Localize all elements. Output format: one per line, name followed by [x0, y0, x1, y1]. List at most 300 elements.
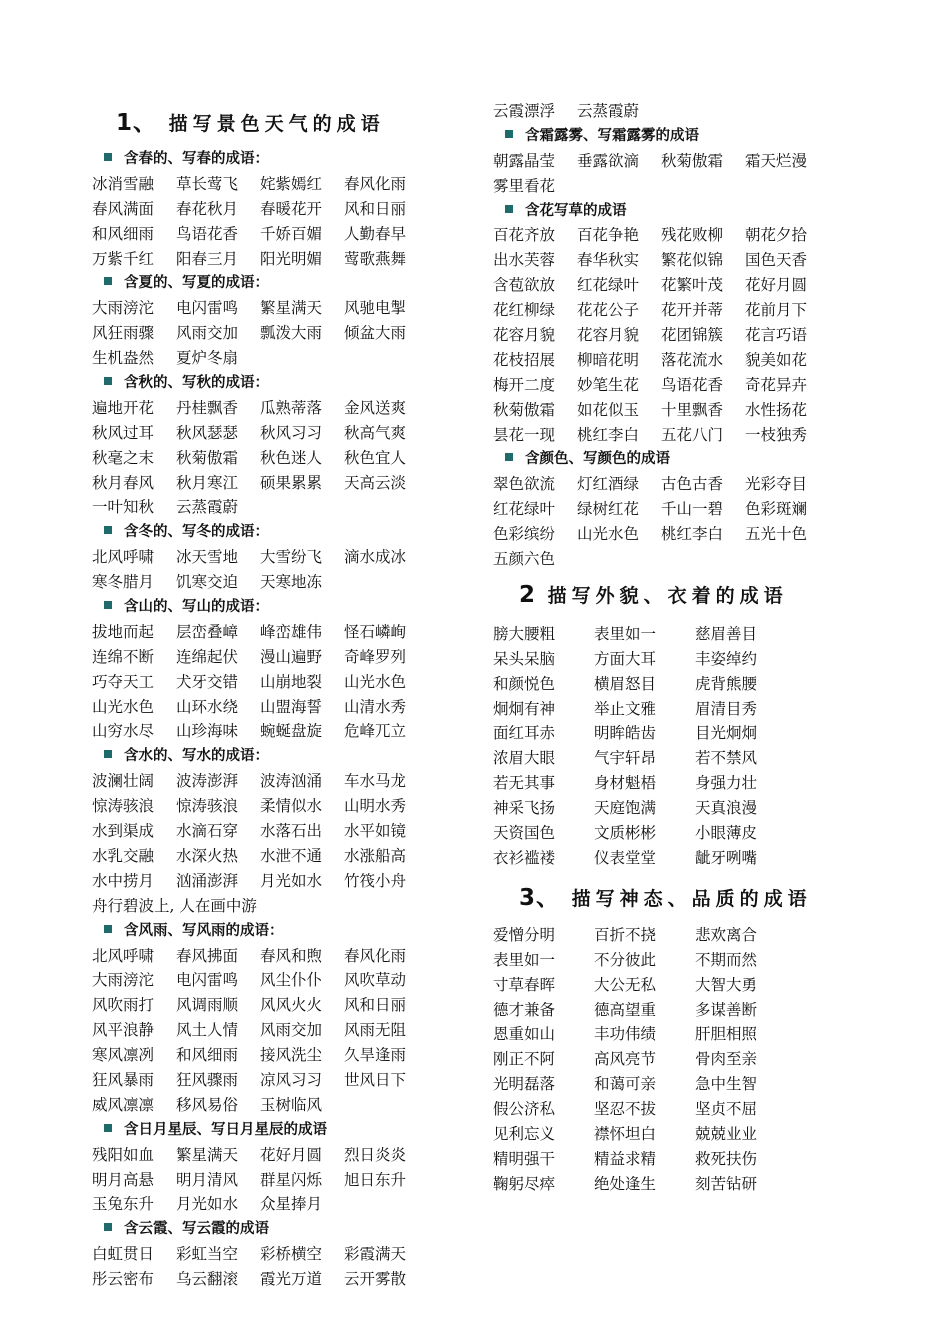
- idiom: 春风拂面: [176, 946, 239, 965]
- idiom: 遍地开花: [92, 398, 155, 417]
- idiom-row: [92, 1168, 432, 1193]
- idiom: 水深火热: [176, 846, 239, 865]
- idiom: 阳光明媚: [260, 249, 323, 268]
- section-3-title: 3、 描写神态、品质的成语: [519, 884, 812, 911]
- idiom-row: [92, 968, 432, 993]
- idiom: 灯红酒绿: [577, 475, 640, 494]
- idiom-row: [493, 472, 833, 497]
- section-2-title: 2 描写外貌、衣着的成语: [519, 581, 788, 608]
- idiom: 风狂雨骤: [92, 324, 155, 343]
- square-bullet-icon: [104, 925, 112, 933]
- idiom: 秋菊傲霜: [176, 448, 239, 467]
- idiom: 见利忘义: [493, 1124, 556, 1143]
- idiom: 柳暗花明: [577, 350, 640, 369]
- idiom-row: [92, 247, 432, 272]
- idiom-row: [92, 396, 432, 421]
- idiom: 红花绿叶: [493, 500, 556, 519]
- idiom: 旭日东升: [344, 1170, 407, 1189]
- idiom: 残阳如血: [92, 1145, 155, 1164]
- idiom: 风风火火: [260, 996, 323, 1015]
- idiom: 接风洗尘: [260, 1046, 323, 1065]
- idiom: 彩桥横空: [260, 1245, 323, 1264]
- subsection-heading: 含秋的、写秋的成语：: [92, 371, 432, 396]
- idiom: 膀大腰粗: [493, 624, 556, 643]
- idiom-row: [92, 1093, 432, 1118]
- idiom: 大雪纷飞: [260, 548, 323, 567]
- idiom: 繁花似锦: [661, 251, 724, 270]
- idiom: 表里如一: [493, 950, 556, 969]
- idiom: 饥寒交迫: [176, 573, 239, 592]
- idiom: 桃红李白: [577, 425, 640, 444]
- idiom: 横眉怒目: [594, 674, 657, 693]
- idiom-row: [92, 296, 432, 321]
- idiom: 朝露晶莹: [493, 151, 556, 170]
- idiom-row: [493, 99, 833, 124]
- idiom: 山光水色: [344, 672, 407, 691]
- idiom: 水泄不通: [260, 846, 323, 865]
- idiom-row: [92, 545, 432, 570]
- idiom: 春风化雨: [344, 174, 407, 193]
- idiom-row: [493, 1097, 833, 1122]
- idiom-row: [493, 423, 833, 448]
- idiom: 柔情似水: [260, 797, 323, 816]
- subsection-heading: 含霜露雾、写霜露雾的成语: [493, 124, 833, 149]
- idiom: 古色古香: [661, 475, 724, 494]
- idiom: 云蒸霞蔚: [176, 498, 239, 517]
- idiom: 百花齐放: [493, 226, 556, 245]
- idiom: 大智大勇: [695, 975, 758, 994]
- idiom: 秋风瑟瑟: [176, 423, 239, 442]
- idiom: 龇牙咧嘴: [695, 848, 758, 867]
- idiom: 水滴石穿: [176, 822, 239, 841]
- idiom: 滴水成冰: [344, 548, 407, 567]
- idiom: 花团锦簇: [661, 326, 724, 345]
- idiom: 兢兢业业: [695, 1124, 758, 1143]
- idiom: 山光水色: [92, 697, 155, 716]
- idiom: 秋风过耳: [92, 423, 155, 442]
- idiom: 风雨无阻: [344, 1021, 407, 1040]
- idiom: 炯炯有神: [493, 699, 556, 718]
- idiom-row: [493, 174, 833, 199]
- idiom-row: [92, 719, 432, 744]
- idiom: 朝花夕拾: [745, 226, 808, 245]
- idiom: 水到渠成: [92, 822, 155, 841]
- idiom-row: [493, 721, 833, 746]
- idiom: 犬牙交错: [176, 672, 239, 691]
- idiom: 秋菊傲霜: [661, 151, 724, 170]
- idiom: 鸟语花香: [176, 224, 239, 243]
- idiom: 秋色迷人: [260, 448, 323, 467]
- idiom-row: [493, 522, 833, 547]
- idiom: 大雨滂沱: [92, 299, 155, 318]
- idiom-row: [92, 1267, 432, 1292]
- idiom: 山崩地裂: [260, 672, 323, 691]
- idiom: 身材魁梧: [594, 774, 657, 793]
- square-bullet-icon: [104, 153, 112, 161]
- idiom: 花前月下: [745, 301, 808, 320]
- idiom: 风和日丽: [344, 996, 407, 1015]
- idiom: 春风化雨: [344, 946, 407, 965]
- idiom-row: [493, 273, 833, 298]
- idiom: 春花秋月: [176, 199, 239, 218]
- idiom: 丰功伟绩: [594, 1025, 657, 1044]
- idiom-row: [493, 373, 833, 398]
- idiom-row: [493, 323, 833, 348]
- idiom: 出水芙蓉: [493, 251, 556, 270]
- idiom: 残花败柳: [661, 226, 724, 245]
- idiom-row: [493, 622, 833, 647]
- idiom-row: [92, 1043, 432, 1068]
- idiom: 刻苦钻研: [695, 1174, 758, 1193]
- idiom: 人勤春早: [344, 224, 407, 243]
- idiom: 举止文雅: [594, 699, 657, 718]
- idiom: 襟怀坦白: [594, 1124, 657, 1143]
- idiom-row: [92, 1242, 432, 1267]
- idiom: 秋高气爽: [344, 423, 407, 442]
- idiom: 光彩夺目: [745, 475, 808, 494]
- idiom: 惊涛骇浪: [92, 797, 155, 816]
- idiom: 夏炉冬扇: [176, 349, 239, 368]
- idiom: 天真浪漫: [695, 799, 758, 818]
- idiom: 水平如镜: [344, 822, 407, 841]
- idiom: 水涨船高: [344, 846, 407, 865]
- idiom: 明月清风: [176, 1170, 239, 1189]
- idiom: 呆头呆脑: [493, 649, 556, 668]
- idiom: 秋风习习: [260, 423, 323, 442]
- idiom: 玉兔东升: [92, 1195, 155, 1214]
- idiom: 花红柳绿: [493, 301, 556, 320]
- idiom: 云蒸霞蔚: [577, 102, 640, 120]
- idiom-row: [493, 1147, 833, 1172]
- idiom-row: [493, 672, 833, 697]
- idiom: 昙花一现: [493, 425, 556, 444]
- idiom: 若不禁风: [695, 749, 758, 768]
- idiom: 山清水秀: [344, 697, 407, 716]
- idiom: 金风送爽: [344, 398, 407, 417]
- idiom: 风雨交加: [260, 1021, 323, 1040]
- idiom-row: [92, 844, 432, 869]
- idiom: 急中生智: [695, 1075, 758, 1094]
- idiom: 蜿蜒盘旋: [260, 722, 323, 741]
- idiom: 文质彬彬: [594, 824, 657, 843]
- idiom: 北风呼啸: [92, 946, 155, 965]
- idiom: 秋色宜人: [344, 448, 407, 467]
- idiom: 坚贞不屈: [695, 1100, 758, 1119]
- idiom: 水性扬花: [745, 400, 808, 419]
- idiom: 峰峦雄伟: [260, 622, 323, 641]
- idiom: 层峦叠嶂: [176, 622, 239, 641]
- idiom: 救死扶伤: [695, 1149, 758, 1168]
- idiom: 妙笔生花: [577, 375, 640, 394]
- idiom: 千娇百媚: [260, 224, 323, 243]
- idiom: 花容月貌: [493, 326, 556, 345]
- idiom-row: [92, 869, 432, 894]
- idiom: 风调雨顺: [176, 996, 239, 1015]
- idiom: 天资国色: [493, 824, 556, 843]
- idiom: 奇花异卉: [745, 375, 808, 394]
- idiom: 虎背熊腰: [695, 674, 758, 693]
- idiom: 山珍海味: [176, 722, 239, 741]
- idiom: 绿树红花: [577, 500, 640, 519]
- idiom-row: [92, 222, 432, 247]
- idiom: 山明水秀: [344, 797, 407, 816]
- idiom: 连绵不断: [92, 647, 155, 666]
- idiom: 身强力壮: [695, 774, 758, 793]
- subsection-heading: 含颜色、写颜色的成语: [493, 447, 833, 472]
- idiom-row: [92, 819, 432, 844]
- idiom: 世风日下: [344, 1070, 407, 1089]
- idiom-row: [493, 497, 833, 522]
- idiom: 霞光万道: [260, 1270, 323, 1289]
- idiom: 花言巧语: [745, 326, 808, 345]
- idiom-row: [92, 620, 432, 645]
- idiom: 凉风习习: [260, 1070, 323, 1089]
- idiom: 多谋善断: [695, 1000, 758, 1019]
- idiom: 秋月寒江: [176, 473, 239, 492]
- subsection-heading: 含风雨、写风雨的成语：: [92, 919, 432, 944]
- subsection-heading: 含春的、写春的成语：: [92, 147, 432, 172]
- idiom: 莺歌燕舞: [344, 249, 407, 268]
- idiom: 风尘仆仆: [260, 971, 323, 990]
- idiom: 小眼薄皮: [695, 824, 758, 843]
- idiom: 明月高悬: [92, 1170, 155, 1189]
- idiom: 浓眉大眼: [493, 749, 556, 768]
- idiom: 貌美如花: [745, 350, 808, 369]
- idiom: 生机盎然: [92, 349, 155, 368]
- idiom: 寒风凛冽: [92, 1046, 155, 1065]
- idiom: 汹涌澎湃: [176, 871, 239, 890]
- left-column: [92, 99, 432, 1292]
- idiom: 霜天烂漫: [745, 151, 808, 170]
- idiom: 山盟海誓: [260, 697, 323, 716]
- idiom: 红花绿叶: [577, 276, 640, 295]
- idiom: 垂露欲滴: [577, 151, 640, 170]
- idiom: 不分彼此: [594, 950, 657, 969]
- idiom: 电闪雷鸣: [176, 971, 239, 990]
- idiom: 假公济私: [493, 1100, 556, 1119]
- subsection-heading: 含花写草的成语: [493, 199, 833, 224]
- square-bullet-icon: [104, 1223, 112, 1231]
- subsection-heading: 含冬的、写冬的成语：: [92, 520, 432, 545]
- idiom: 连绵起伏: [176, 647, 239, 666]
- idiom: 风驰电掣: [344, 299, 407, 318]
- idiom: 怪石嶙峋: [344, 622, 407, 641]
- idiom: 云开雾散: [344, 1270, 407, 1289]
- idiom: 云霞漂浮: [493, 102, 556, 120]
- subsection-heading: 含水的、写水的成语：: [92, 744, 432, 769]
- idiom: 月光如水: [260, 871, 323, 890]
- idiom: 花繁叶茂: [661, 276, 724, 295]
- square-bullet-icon: [505, 205, 513, 213]
- idiom-row: [493, 746, 833, 771]
- subsection-heading: 含云霞、写云霞的成语: [92, 1217, 432, 1242]
- idiom: 水中捞月: [92, 871, 155, 890]
- idiom: 阳春三月: [176, 249, 239, 268]
- idiom: 玉树临风: [260, 1095, 323, 1114]
- idiom-row: [92, 1192, 432, 1217]
- idiom: 高风亮节: [594, 1050, 657, 1069]
- idiom-row: [92, 769, 432, 794]
- idiom-row: [493, 223, 833, 248]
- idiom: 恩重如山: [493, 1025, 556, 1044]
- idiom: 山光水色: [577, 525, 640, 544]
- idiom: 刚正不阿: [493, 1050, 556, 1069]
- idiom: 方面大耳: [594, 649, 657, 668]
- idiom-row: [92, 1068, 432, 1093]
- idiom-row: [92, 421, 432, 446]
- idiom: 北风呼啸: [92, 548, 155, 567]
- square-bullet-icon: [104, 526, 112, 534]
- idiom: 巧夺天工: [92, 672, 155, 691]
- idiom-row: [493, 547, 833, 572]
- idiom: 五光十色: [745, 525, 808, 544]
- idiom: 花开并蒂: [661, 301, 724, 320]
- idiom: 精益求精: [594, 1149, 657, 1168]
- idiom: 鸟语花香: [661, 375, 724, 394]
- idiom: 大公无私: [594, 975, 657, 994]
- right-column: [493, 99, 833, 1197]
- idiom: 风平浪静: [92, 1021, 155, 1040]
- idiom: 鞠躬尽瘁: [493, 1174, 556, 1193]
- idiom: 群星闪烁: [260, 1170, 323, 1189]
- idiom: 气宇轩昂: [594, 749, 657, 768]
- idiom-row: [493, 998, 833, 1023]
- idiom: 月光如水: [176, 1195, 239, 1214]
- idiom: 百折不挠: [594, 925, 657, 944]
- idiom: 和蔼可亲: [594, 1075, 657, 1094]
- idiom: 春风满面: [92, 199, 155, 218]
- idiom: 山穷水尽: [92, 722, 155, 741]
- idiom-row: [493, 973, 833, 998]
- idiom-row: [493, 796, 833, 821]
- idiom: 彩霞满天: [344, 1245, 407, 1264]
- idiom: 威风凛凛: [92, 1095, 155, 1114]
- idiom-row: [92, 346, 432, 371]
- idiom-row: [493, 1122, 833, 1147]
- idiom: 寒冬腊月: [92, 573, 155, 592]
- idiom: 众星捧月: [260, 1195, 323, 1214]
- idiom: 风土人情: [176, 1021, 239, 1040]
- idiom: 花枝招展: [493, 350, 556, 369]
- idiom-row: [493, 398, 833, 423]
- idiom-row: [92, 944, 432, 969]
- idiom-row: [92, 794, 432, 819]
- idiom-row: [92, 446, 432, 471]
- idiom: 花花公子: [577, 301, 640, 320]
- idiom-row: [493, 923, 833, 948]
- idiom: 坚忍不拔: [594, 1100, 657, 1119]
- idiom: 彩虹当空: [176, 1245, 239, 1264]
- idiom-row: [92, 670, 432, 695]
- idiom: 山环水绕: [176, 697, 239, 716]
- idiom: 电闪雷鸣: [176, 299, 239, 318]
- idiom: 十里飘香: [661, 400, 724, 419]
- idiom-phrase: 舟行碧波上, 人在画中游: [92, 896, 257, 915]
- square-bullet-icon: [505, 130, 513, 138]
- idiom: 和风细雨: [92, 224, 155, 243]
- idiom: 风雨交加: [176, 324, 239, 343]
- idiom: 繁星满天: [260, 299, 323, 318]
- idiom: 拔地而起: [92, 622, 155, 641]
- idiom: 大雨滂沱: [92, 971, 155, 990]
- idiom: 波澜壮阔: [92, 772, 155, 791]
- idiom: 面红耳赤: [493, 724, 556, 743]
- idiom-row: [92, 1143, 432, 1168]
- idiom: 波涛汹涌: [260, 772, 323, 791]
- idiom: 秋月春风: [92, 473, 155, 492]
- idiom: 姹紫嫣红: [260, 174, 323, 193]
- idiom: 风和日丽: [344, 199, 407, 218]
- idiom-row: [493, 771, 833, 796]
- idiom-row: [493, 647, 833, 672]
- idiom: 五花八门: [661, 425, 724, 444]
- idiom: 和风细雨: [176, 1046, 239, 1065]
- idiom: 烈日炎炎: [344, 1145, 407, 1164]
- idiom: 风吹草动: [344, 971, 407, 990]
- square-bullet-icon: [505, 453, 513, 461]
- idiom-row: [493, 1047, 833, 1072]
- idiom: 移风易俗: [176, 1095, 239, 1114]
- idiom: 万紫千红: [92, 249, 155, 268]
- idiom: 眉清目秀: [695, 699, 758, 718]
- idiom-row: [92, 495, 432, 520]
- idiom: 不期而然: [695, 950, 758, 969]
- idiom: 瓜熟蒂落: [260, 398, 323, 417]
- idiom-row: [92, 172, 432, 197]
- idiom: 天寒地冻: [260, 573, 323, 592]
- idiom-row: [493, 821, 833, 846]
- idiom: 德才兼备: [493, 1000, 556, 1019]
- idiom: 慈眉善目: [695, 624, 758, 643]
- idiom: 白虹贯日: [92, 1245, 155, 1264]
- idiom: 冰消雪融: [92, 174, 155, 193]
- idiom-row: [493, 846, 833, 871]
- idiom-row: [493, 149, 833, 174]
- idiom: 秋毫之末: [92, 448, 155, 467]
- square-bullet-icon: [104, 377, 112, 385]
- idiom-row: [92, 695, 432, 720]
- idiom: 草长莺飞: [176, 174, 239, 193]
- square-bullet-icon: [104, 277, 112, 285]
- subsection-heading: 含山的、写山的成语：: [92, 595, 432, 620]
- idiom: 骨肉至亲: [695, 1050, 758, 1069]
- idiom: 爱憎分明: [493, 925, 556, 944]
- idiom: 风吹雨打: [92, 996, 155, 1015]
- idiom: 绝处逢生: [594, 1174, 657, 1193]
- idiom: 国色天香: [745, 251, 808, 270]
- idiom: 久旱逢雨: [344, 1046, 407, 1065]
- idiom-row: [92, 321, 432, 346]
- idiom: 繁星满天: [176, 1145, 239, 1164]
- idiom: 翠色欲流: [493, 475, 556, 494]
- idiom: 惊涛骇浪: [176, 797, 239, 816]
- idiom: 雾里看花: [493, 176, 556, 195]
- idiom: 仪表堂堂: [594, 848, 657, 867]
- idiom: 衣衫褴褛: [493, 848, 556, 867]
- idiom: 寸草春晖: [493, 975, 556, 994]
- idiom: 丹桂飘香: [176, 398, 239, 417]
- idiom: 花容月貌: [577, 326, 640, 345]
- idiom: 百花争艳: [577, 226, 640, 245]
- section-1-title: 1、 描写景色天气的成语: [116, 110, 385, 136]
- square-bullet-icon: [104, 1124, 112, 1132]
- idiom: 桃红李白: [661, 525, 724, 544]
- idiom: 含苞欲放: [493, 276, 556, 295]
- idiom: 一枝独秀: [745, 425, 808, 444]
- idiom: 天高云淡: [344, 473, 407, 492]
- idiom: 春华秋实: [577, 251, 640, 270]
- idiom: 倾盆大雨: [344, 324, 407, 343]
